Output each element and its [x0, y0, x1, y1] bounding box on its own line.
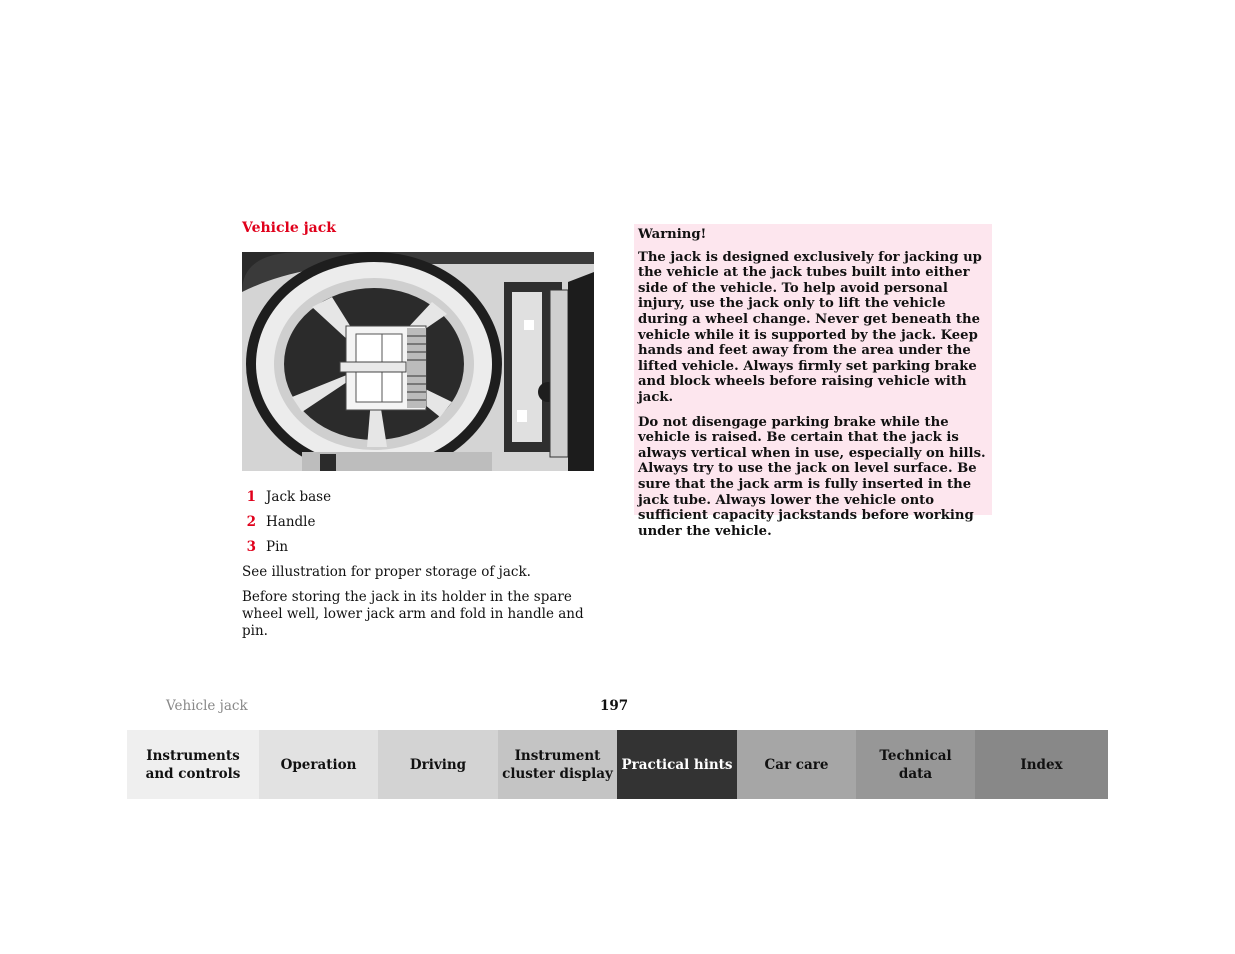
- section-title: Vehicle jack: [242, 220, 336, 236]
- illustration-drawing: [242, 252, 594, 471]
- legend-item-handle: [242, 514, 597, 531]
- storage-instructions: Before storing the jack in its holder in the spare wheel well, lower jack arm and fold in handle and pin.: [242, 589, 584, 639]
- nav-tab-instrument-cluster-display[interactable]: [498, 730, 617, 799]
- nav-tab-car-care[interactable]: [737, 730, 856, 799]
- legend-number: 3: [246, 539, 256, 555]
- legend-label: Handle: [266, 514, 316, 530]
- nav-tab-operation[interactable]: [259, 730, 378, 799]
- nav-tab-label: cluster display: [502, 765, 613, 782]
- legend-label: Jack base: [266, 489, 332, 505]
- nav-tab-instruments-and-controls[interactable]: [127, 730, 259, 799]
- legend-and-instructions: [242, 489, 597, 648]
- spare-wheel-jack-illustration: [242, 252, 594, 471]
- nav-tab-technical-data[interactable]: [856, 730, 975, 799]
- warning-paragraph-2: Do not disengage parking brake while the vehicle is raised. Be certain that the jack is always vertical when in use, especially on hills. Always try to use the jack on level surface. Be sure that the jack arm is fully inserted in the jack tube. Always lower the vehicle onto sufficient capacity jackstands before working under the vehicle.: [638, 414, 986, 539]
- warning-box: [634, 224, 992, 539]
- page-number: 197: [600, 698, 629, 714]
- legend-number: 2: [246, 514, 256, 530]
- nav-tab-label: Driving: [409, 756, 467, 773]
- nav-tab-label: Instrument: [514, 747, 601, 764]
- chapter-navigation: [127, 730, 1108, 799]
- nav-tab-index[interactable]: [975, 730, 1108, 799]
- nav-tab-label: Car care: [764, 756, 829, 773]
- nav-tab-label: and controls: [145, 765, 241, 782]
- legend-number: 1: [246, 489, 256, 505]
- nav-tab-label: Practical hints: [621, 756, 733, 773]
- storage-note: See illustration for proper storage of jack.: [242, 564, 531, 580]
- legend-label: Pin: [266, 539, 289, 555]
- nav-tab-practical-hints[interactable]: [617, 730, 737, 799]
- footer-section-label: Vehicle jack: [166, 698, 248, 714]
- warning-title: Warning!: [638, 227, 707, 242]
- nav-tab-label: Technical: [879, 747, 952, 764]
- warning-paragraph-1: The jack is designed exclusively for jacking up the vehicle at the jack tubes built into either side of the vehicle. To help avoid personal injury, use the jack only to lift the vehicle during a wheel change. Never get beneath the vehicle while it is supported by the jack. Keep hands and feet away from the area under the lifted vehicle. Always firmly set parking brake and block wheels before raising vehicle with jack.: [638, 249, 982, 405]
- nav-tab-label: Index: [1020, 756, 1063, 773]
- nav-tab-label: data: [898, 765, 933, 782]
- nav-tab-driving[interactable]: [378, 730, 498, 799]
- nav-tab-label: Instruments: [146, 747, 240, 764]
- legend-item-jack-base: [242, 489, 597, 506]
- nav-tab-label: Operation: [280, 756, 357, 773]
- legend-item-pin: [242, 539, 597, 556]
